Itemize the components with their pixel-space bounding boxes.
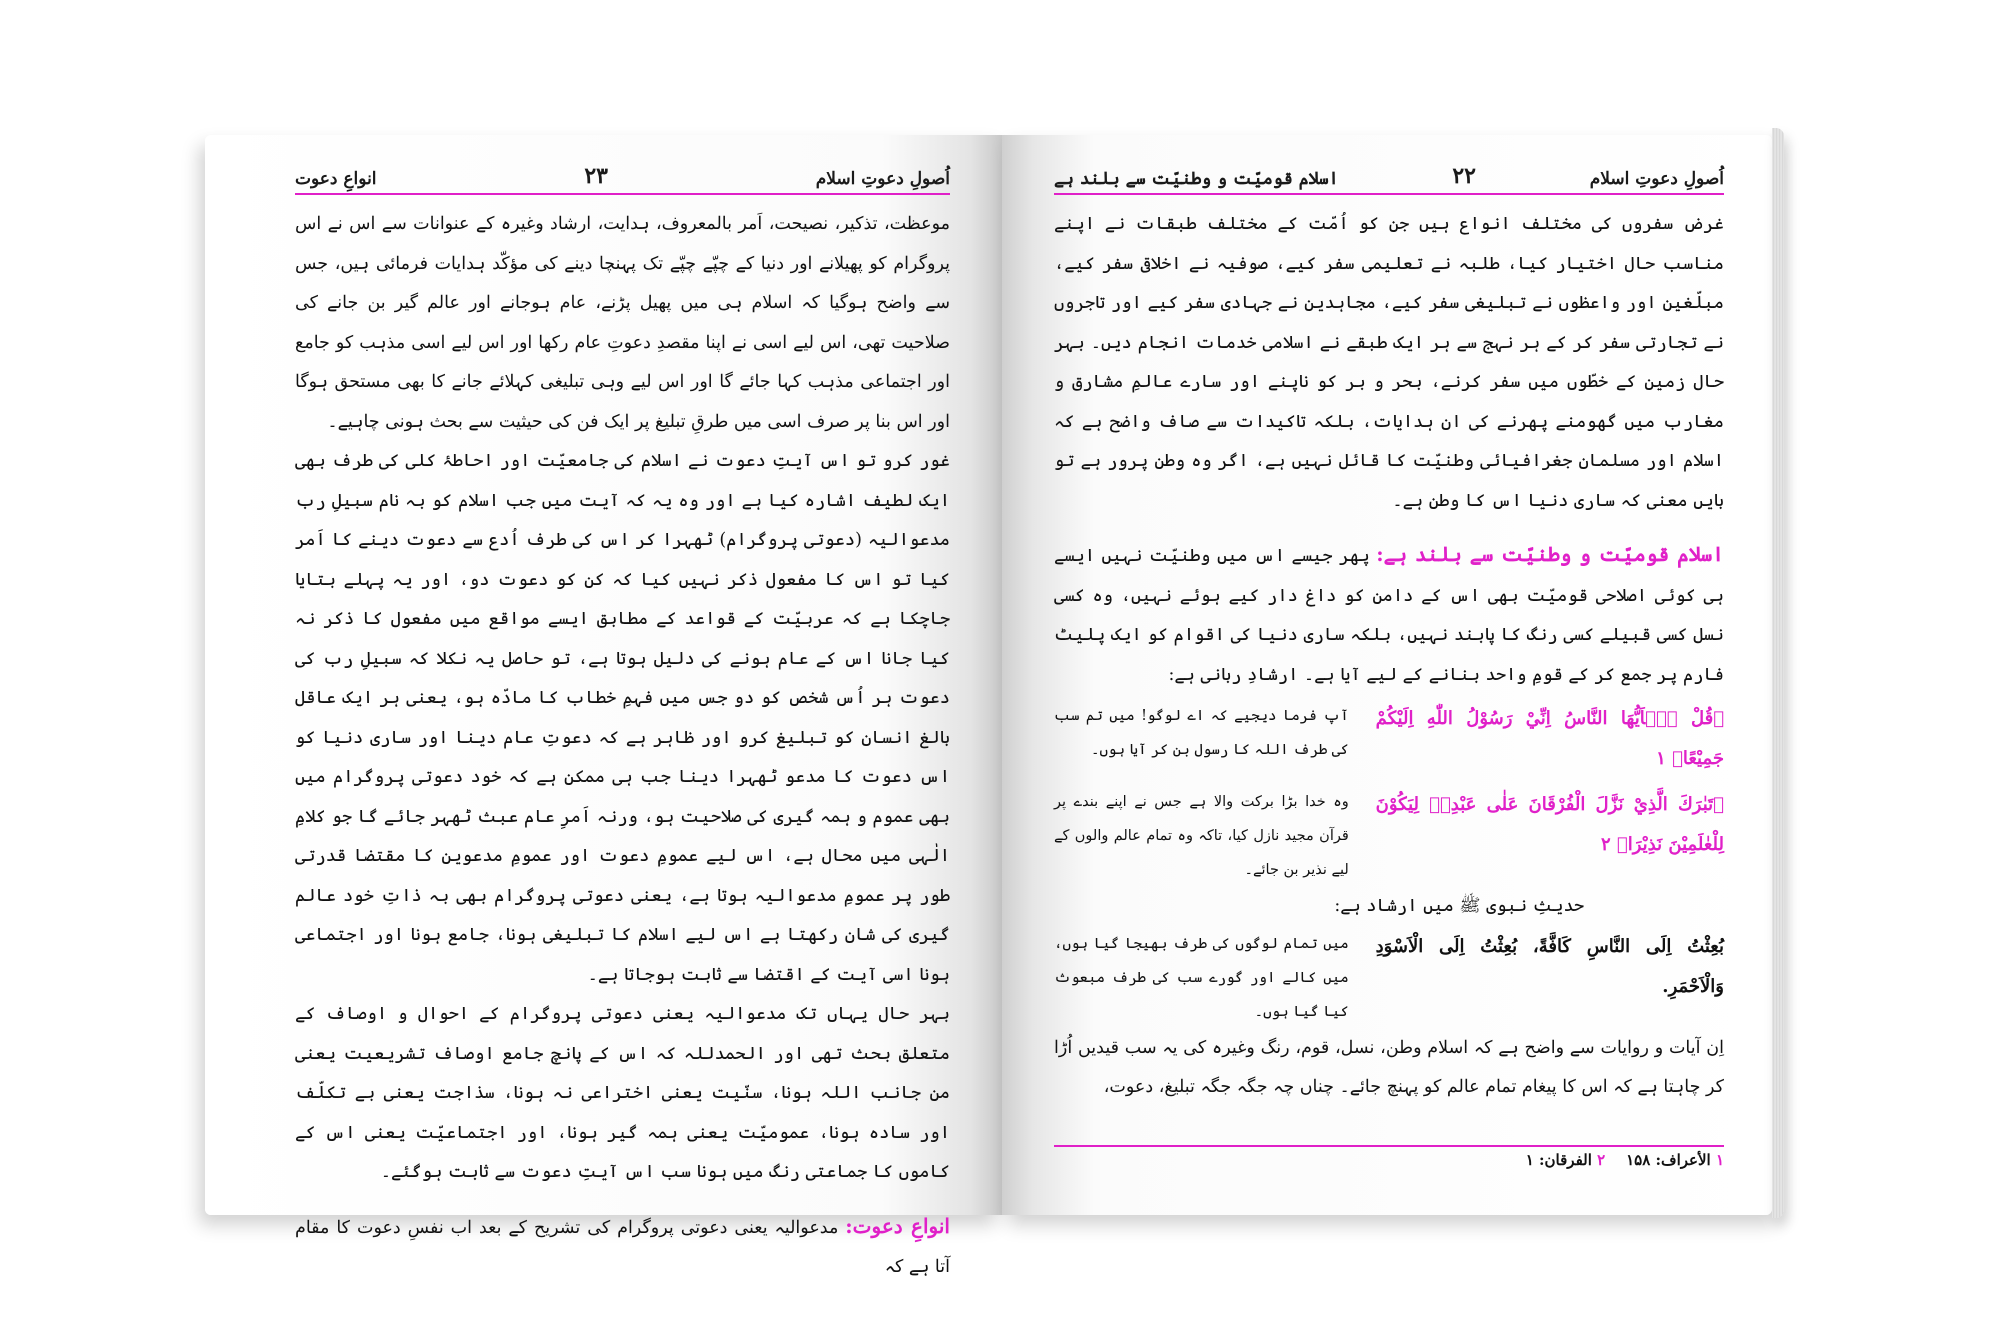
verse-translation: آپ فرما دیجیے کہ اے لوگو! میں تم سب کی طرف اللہ کا رسول بن کر آیا ہوں۔ xyxy=(1054,708,1349,758)
hadith-row xyxy=(1054,927,1724,1029)
right-page xyxy=(1002,135,1772,1215)
verse-row xyxy=(1054,699,1724,779)
footnote-text: الأعراف: ۱۵۸ xyxy=(1626,1151,1711,1169)
right-paragraph-1: غرض سفروں کی مختلف انواع ہیں جن کو اُمّت کے مختلف طبقات نے اپنے مناسب حال اختیار کیا، طلبہ نے تعلیمی سفر کیے، صوفیہ نے اخلاقی سفر کیے، مبلّغین اور واعظوں نے تبلیغی سفر کیے، مجاہدین نے جہادی سفر کیے اور تاجروں نے تجارتی سفر کر کے ہر نہج سے ہر ایک طبقے نے اسلامی خدمات انجام دیں۔ بہر حال زمین کے خطّوں میں سفر کرنے، بحر و بر کو ناپنے اور سارے عالمِ مشارق و مغارب میں گھومنے پھرنے کی ان ہدایات، بلکہ تاکیدات سے صاف واضح ہے کہ اسلام اور مسلمان جغرافیائی وطنیّت کا قائل نہیں ہے، اگر وہ وطن پرور ہے تو بایں معنی کہ ساری دنیا اس کا وطن ہے۔ xyxy=(1054,214,1724,511)
left-section-heading: انواعِ دعوت: xyxy=(845,1213,950,1238)
hadith-intro: حدیثِ نبوی ﷺ میں ارشاد ہے: xyxy=(1334,896,1584,916)
verse-translation: وہ خدا بڑا برکت والا ہے جس نے اپنے بندے پر قرآن مجید نازل کیا، تاکہ وہ تمام عالم والوں کے لیے نذیر بن جائے۔ xyxy=(1054,794,1349,878)
hadith-translation: میں تمام لوگوں کی طرف بھیجا گیا ہوں، میں کالے اور گورے سب کی طرف مبعوث کیا گیا ہوں۔ xyxy=(1054,935,1349,1020)
left-paragraph-3: بہر حال یہاں تک مدعوالیہ یعنی دعوتی پروگرام کے احوال و اوصاف کے متعلق بحث تھی اور الحمدللہ کہ اس کے پانچ جامع اوصاف تشریعیت یعنی من جانب اللہ ہونا، سنّیت یعنی اختراعی نہ ہونا، سذاجت یعنی بے تکلّف اور سادہ ہونا، عمومیّت یعنی ہمہ گیر ہونا، اور اجتماعیّت یعنی اس کے کاموں کا جماعتی رنگ میں ہونا سب اس آیتِ دعوت سے ثابت ہوگئے۔ xyxy=(295,1004,950,1182)
right-section-text: پھر جیسے اس میں وطنیّت نہیں ایسے ہی کوئی اصلاحی قومیّت بھی اس کے دامن کو داغ دار کیے ہوئے نہیں، وہ کسی نسل کسی قبیلے کسی رنگ کا پابند نہیں، بلکہ ساری دنیا کی اقوام کو ایک پلیٹ فارم پر جمع کر کے قومِ واحد بنانے کے لیے آیا ہے۔ ارشادِ ربانی ہے: xyxy=(1054,546,1724,685)
left-page xyxy=(205,135,1002,1277)
left-paragraph-1: موعظت، تذکیر، نصیحت، اَمر بالمعروف، ہدایت، ارشاد وغیرہ کے عنوانات سے اس نے اس پروگرام کو پھیلانے اور دنیا کے چپّے چپّے تک پہنچا دینے کی مؤکّد ہدایات فرمائی ہیں، جس سے واضح ہوگیا کہ اسلام ہی میں پھیل پڑنے، عام ہوجانے اور عالم گیر بن جانے کی صلاحیت تھی، اس لیے اسی نے اپنا مقصدِ دعوتِ عام رکھا اور اس لیے اسی مذہب کو جامع اور اجتماعی مذہب کہا جائے گا اور اس لیے وہی تبلیغی کہلائے جانے کا بھی مستحق ہوگا اور اس بنا پر صرف اسی میں طرقِ تبلیغ پر ایک فن کی حیثیت سے بحث ہونی چاہیے۔ xyxy=(295,214,950,432)
page-stack-edge xyxy=(1772,128,1784,1218)
left-section-text: مدعوالیہ یعنی دعوتی پروگرام کی تشریح کے بعد اب نفسِ دعوت کا مقام آتا ہے کہ xyxy=(295,1217,950,1277)
right-page-header xyxy=(1054,157,1724,195)
right-header-page-number: ۲۲ xyxy=(1452,163,1476,189)
footnotes xyxy=(1054,1151,1724,1169)
verse-row xyxy=(1054,785,1724,887)
footnote-divider xyxy=(1054,1145,1724,1147)
left-page-header xyxy=(295,157,950,195)
right-page-body xyxy=(1054,205,1724,1108)
right-section-heading: اسلام قومیّت و وطنیّت سے بلند ہے: xyxy=(1376,542,1724,566)
left-paragraph-2: غور کرو تو اس آیتِ دعوت نے اسلام کی جامعیّت اور احاطۂ کلی کی طرف بھی ایک لطیف اشارہ کیا ہے اور وہ یہ کہ آیت میں جب اسلام کو بہ نام سبیلِ رب مدعوالیہ (دعوتی پروگرام) ٹھہرا کر اس کی طرف اُدع سے دعوت دینے کا اَمر کیا تو اس کا مفعول ذکر نہیں کیا کہ کن کو دعوت دو، اور یہ پہلے بتایا جاچکا ہے کہ عربیّت کے قواعد کے مطابق ایسے مواقع میں مفعول کا ذکر نہ کیا جانا اس کے عام ہونے کی دلیل ہوتا ہے، تو حاصل یہ نکلا کہ سبیلِ رب کی دعوت ہر اُس شخص کو دو جس میں فہمِ خطاب کا مادّہ ہو، یعنی ہر ایک عاقل بالغ انسان کو تبلیغ کرو اور ظاہر ہے کہ دعوتِ عام دینا اور ساری دنیا کو اس دعوت کا مدعو ٹھہرا دینا جب ہی ممکن ہے کہ خود دعوتی پروگرام میں بھی عموم و ہمہ گیری کی صلاحیت ہو، ورنہ اَمرِ عام عبث ٹھہر جائے گا جو کلامِ الٰہی میں محال ہے، اس لیے عمومِ دعوت اور عمومِ مدعوین کا مقتضا قدرتی طور پر عمومِ مدعوالیہ ہوتا ہے، یعنی دعوتی پروگرام بھی بہ ذاتِ خود عالم گیری کی شان رکھتا ہے اس لیے اسلام کا تبلیغی ہونا، جامع ہونا اور اجتماعی ہونا اسی آیت کے اقتضا سے ثابت ہوجاتا ہے۔ xyxy=(295,451,950,985)
left-page-body xyxy=(295,205,950,1288)
quran-verses xyxy=(1054,699,1724,887)
verse-arabic: ﴿قُلْ يٰۤاَيُّهَا النَّاسُ اِنِّيْ رَسُوْلُ اللّٰهِ اِلَيْكُمْ جَمِيْعًا﴾ ۱ xyxy=(1375,708,1724,769)
footnote-mark: ۱ xyxy=(1715,1151,1724,1169)
right-header-book-title: اُصولِ دعوتِ اسلام xyxy=(1589,169,1724,189)
left-header-chapter: انواعِ دعوت xyxy=(295,169,377,189)
left-header-book-title: اُصولِ دعوتِ اسلام xyxy=(815,169,950,189)
footnote-mark: ۲ xyxy=(1597,1151,1606,1169)
verse-arabic: ﴿تَبٰرَكَ الَّذِيْ نَزَّلَ الْفُرْقَانَ عَلٰى عَبْدِهٖ لِيَكُوْنَ لِلْعٰلَمِيْنَ نَذِيْرَا﴾ ۲ xyxy=(1375,794,1724,855)
hadith-arabic: بُعِثْتُ اِلَى النَّاسِ كَافَّةً، بُعِثْتُ اِلَى الْاَسْوَدِ وَالْاَحْمَرِ. xyxy=(1375,935,1724,997)
right-section xyxy=(1054,535,1724,695)
right-header-chapter: اسلام قومیّت و وطنیّت سے بلند ہے xyxy=(1054,169,1339,189)
left-header-page-number: ۲۳ xyxy=(584,163,608,189)
right-closing-paragraph: اِن آیات و روایات سے واضح ہے کہ اسلام وطن، نسل، قوم، رنگ وغیرہ کی یہ سب قیدیں اُڑا کر چاہتا ہے کہ اس کا پیغام تمام عالم کو پہنچ جائے۔ چناں چہ جگہ جگہ تبلیغ، دعوت، xyxy=(1054,1037,1724,1097)
left-section xyxy=(295,1207,950,1288)
footnote-text: الفرقان: ۱ xyxy=(1525,1151,1592,1169)
